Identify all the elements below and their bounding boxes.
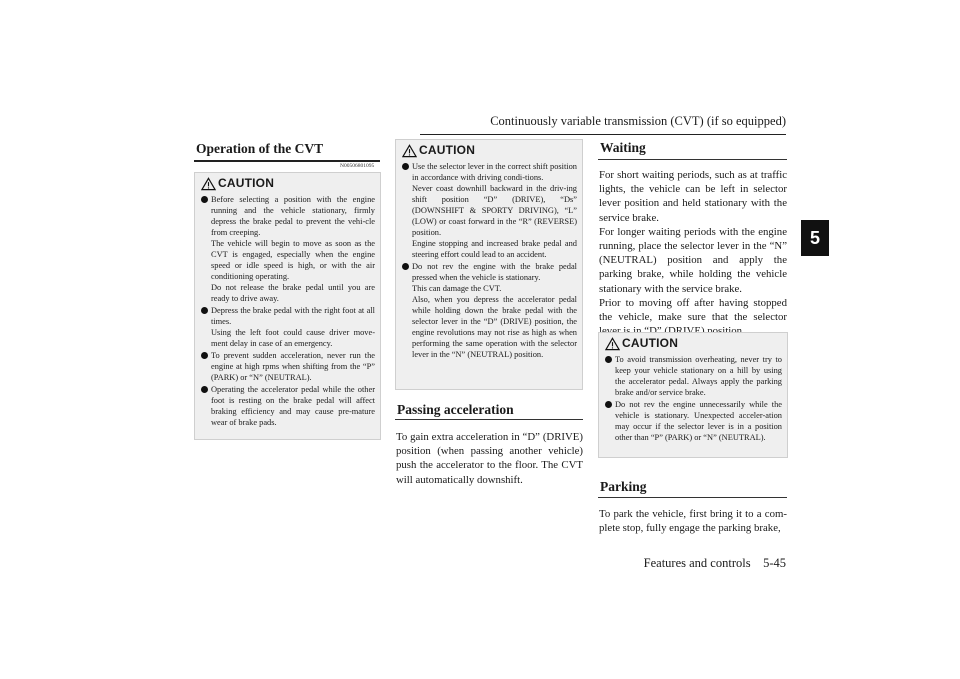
bullet-dot-icon — [605, 356, 612, 363]
caution-box-operation — [194, 172, 381, 440]
passing-paragraph: To gain extra acceleration in “D” (DRIVE) position (when passing another vehicle) push the accelerator to the floor. The CVT will automatically downshift. — [396, 431, 583, 486]
caution-bullet: To avoid transmission overheating, never try to keep your vehicle stationary on a hill by using the accelerator pedal. Always apply the parking brake and/or service brake. — [605, 354, 782, 398]
section-heading-parking: Parking — [600, 479, 647, 494]
section-heading-passing: Passing acceleration — [397, 402, 514, 417]
caution-label: CAUTION — [622, 336, 679, 350]
warning-triangle-icon — [201, 177, 216, 191]
footer-section: Features and controls — [643, 556, 751, 570]
chapter-tab: 5 — [801, 220, 829, 256]
section-rule — [194, 160, 380, 162]
bullet-dot-icon — [402, 263, 409, 270]
bullet-dot-icon — [201, 352, 208, 359]
caution-label: CAUTION — [218, 176, 275, 190]
caution-bullet: To prevent sudden acceleration, never run the engine at high rpms when shifting from the “P” (PARK) or “N” (NEUTRAL). — [201, 350, 375, 383]
bullet-dot-icon — [201, 196, 208, 203]
section-rule — [598, 159, 787, 160]
caution-bullet: Do not rev the engine unnecessarily while the vehicle is stationary. Unexpected acceler-ation may occur if the selector lever is in a position other than “P” (PARK) or “N” (NEUTRAL). — [605, 399, 782, 443]
page-number: 5-45 — [763, 556, 786, 570]
caution-bullet: Depress the brake pedal with the right foot at all times. Using the left foot could cause driver move-ment delay in case of an emergency. — [201, 305, 375, 349]
caution-label: CAUTION — [419, 143, 476, 157]
section-heading-operation: Operation of the CVT — [196, 141, 324, 156]
caution-box-waiting — [598, 332, 788, 458]
document-code: N00506801095 — [340, 163, 375, 169]
caution-bullet: Do not rev the engine with the brake pedal pressed when the vehicle is stationary. This can damage the CVT. Also, when you depress the accelerator pedal while holding down the brake pedal with the selector lever in the “D” (DRIVE) position, the engine revolutions may not rise as high as when performing the same operation with the selector lever in the “N” (NEUTRAL) position. — [402, 261, 577, 360]
waiting-paragraphs: For short waiting periods, such as at traffic lights, the vehicle can be left in selector lever position and held stationary with the service brake. For longer waiting periods with the engine running, place the selector lever in the “N” (NEUTRAL) position and apply the parking brake, while holding the vehicle stationary with the service brake. Prior to moving off after having stopped the vehicle, make sure that the selector — [599, 169, 787, 324]
section-heading-waiting: Waiting — [600, 140, 646, 155]
warning-triangle-icon — [402, 144, 417, 158]
bullet-dot-icon — [605, 401, 612, 408]
warning-triangle-icon — [605, 337, 620, 351]
caution-bullet: Operating the accelerator pedal while the other foot is resting on the brake pedal will affect braking efficiency and may cause pre-mature wear of brake pads. — [201, 384, 375, 428]
header-rule — [420, 134, 786, 135]
bullet-dot-icon — [201, 307, 208, 314]
page-footer — [420, 556, 786, 571]
caution-bullet: Before selecting a position with the engine running and the vehicle stationary, firmly depress the brake pedal to prevent the vehi-cle from creeping. The vehicle will begin to move as soon as the CVT is engaged, especially when the engine speed or idle speed is high, or with the air conditioning operating. Do not release the brake pedal until you are ready to drive away. — [201, 194, 375, 304]
section-rule — [598, 497, 787, 498]
caution-bullet: Use the selector lever in the correct shift position in accordance with driving condi-tions. Never coast downhill backward in the driv-ing shift position “D” (DRIVE), “Ds” (DOWNSHIFT & SPORTY DRIVING), “L” (LOW) or coast forward in the “R” (REVERSE) position. Engine stopping and increased brake pedal and steering effort could lead to an accident. — [402, 161, 577, 260]
bullet-dot-icon — [402, 163, 409, 170]
section-rule — [395, 419, 583, 420]
running-header: Continuously variable transmission (CVT) (if so equipped) — [490, 114, 786, 128]
parking-paragraph: To park the vehicle, first bring it to a com-plete stop, fully engage the parking brake, — [599, 508, 787, 535]
caution-box-selector — [395, 139, 583, 390]
bullet-dot-icon — [201, 386, 208, 393]
